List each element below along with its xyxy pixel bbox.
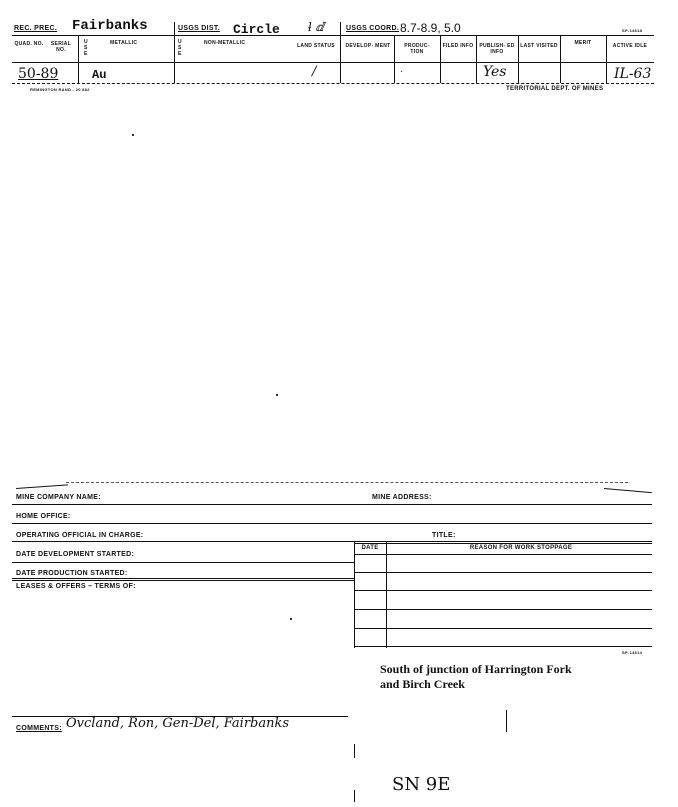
usgs-dist-value: Circle [233, 22, 280, 37]
card-edge-left [16, 484, 68, 489]
col-active-idle: ACTIVE IDLE [612, 43, 648, 49]
col-sep [440, 36, 441, 83]
leases-label: LEASES & OFFERS – TERMS OF: [16, 583, 136, 590]
comments-value: Ovcland, Ron, Gen-Del, Fairbanks [66, 716, 290, 731]
col-metallic-prefix: U S E [84, 39, 88, 57]
location-note-line1: South of junction of Harrington Fork [380, 662, 572, 676]
rule [12, 541, 652, 542]
department-imprint: TERRITORIAL DEPT. OF MINES [506, 86, 604, 92]
col-land-status: LAND STATUS [297, 43, 335, 49]
card-top-edge [66, 482, 628, 483]
col-last-visited: LAST VISITED [520, 43, 558, 49]
col-sep [394, 36, 395, 83]
usgs-coord-label: USGS COORD. [346, 25, 400, 32]
comments-label: COMMENTS: [16, 725, 62, 732]
date-col-label: DATE [361, 545, 379, 551]
rule [12, 562, 354, 563]
date-development-label: DATE DEVELOPMENT STARTED: [16, 551, 135, 558]
col-published-info: PUBLISH- ED INFO [479, 43, 515, 55]
table-left [354, 541, 355, 648]
col-quad-no: QUAD. NO. [14, 41, 44, 47]
form-number-top: SP-14618 [622, 28, 643, 33]
table-row-line [354, 628, 652, 629]
stray-mark [506, 710, 507, 732]
record-land-status: / [312, 64, 317, 79]
col-metallic: METALLIC [110, 40, 138, 46]
col-production: PRODUC- TION [404, 43, 430, 55]
table-row-line [354, 554, 652, 555]
usgs-dist-mark: ƚ ⅆ [308, 20, 325, 34]
location-note-line2: and Birch Creek [380, 677, 465, 691]
col-sep [518, 36, 519, 83]
record-published-info: Yes [483, 64, 507, 80]
speck [132, 134, 134, 136]
record-active-idle: IL-63 [614, 66, 652, 82]
title-label: TITLE: [432, 532, 456, 539]
col-sep [340, 22, 341, 83]
col-development: DEVELOP- MENT [345, 43, 391, 49]
reason-col-label: REASON FOR WORK STOPPAGE [469, 545, 573, 551]
rule [12, 578, 354, 579]
mine-address-label: MINE ADDRESS: [372, 494, 432, 501]
record-production: · [400, 66, 404, 77]
home-office-label: HOME OFFICE: [16, 513, 71, 520]
header-rule-2 [12, 62, 654, 63]
mine-company-label: MINE COMPANY NAME: [16, 494, 101, 501]
rule [12, 523, 652, 524]
stray-mark [354, 744, 355, 758]
printer-imprint: REMINGTON RAND - 20 882 [30, 87, 90, 92]
table-row-line [354, 590, 652, 591]
stray-mark [354, 790, 355, 802]
rule [12, 504, 652, 505]
col-sep [606, 36, 607, 83]
col-filed-info: FILED INFO [442, 43, 474, 49]
col-serial-no: SERIAL NO. [50, 41, 72, 53]
table-row-line [354, 609, 652, 610]
form-number-bottom: SP-14614 [622, 650, 643, 655]
rec-prec-label: REC. PREC. [14, 25, 58, 32]
comments-rule [12, 716, 348, 717]
card-edge-right [604, 488, 652, 493]
record-metallic: Au [92, 68, 107, 82]
usgs-coord-value: 8.7-8.9, 5.0 [400, 21, 461, 35]
table-row-line [354, 572, 652, 573]
col-nonmetallic-prefix: U S E [178, 39, 182, 57]
operating-official-label: OPERATING OFFICIAL IN CHARGE: [16, 532, 144, 539]
col-nonmetallic: NON-METALLIC [204, 40, 246, 46]
rec-prec-value: Fairbanks [72, 18, 148, 34]
rule [354, 543, 652, 544]
rule [12, 580, 354, 581]
col-sep [560, 36, 561, 83]
speck [290, 618, 292, 620]
col-sep [78, 36, 79, 83]
col-merit: MERIT [574, 40, 592, 46]
handwritten-code: SN 9E [392, 774, 451, 795]
table-sep [386, 541, 387, 648]
col-sep [174, 22, 175, 83]
usgs-dist-label: USGS DIST. [178, 25, 220, 32]
date-production-label: DATE PRODUCTION STARTED: [16, 570, 128, 577]
col-sep [476, 36, 477, 83]
record-rule [12, 83, 654, 84]
header-rule [12, 35, 654, 36]
speck [276, 394, 278, 396]
record-quad-serial: 50-89 [18, 66, 59, 82]
table-row-line [354, 646, 652, 647]
